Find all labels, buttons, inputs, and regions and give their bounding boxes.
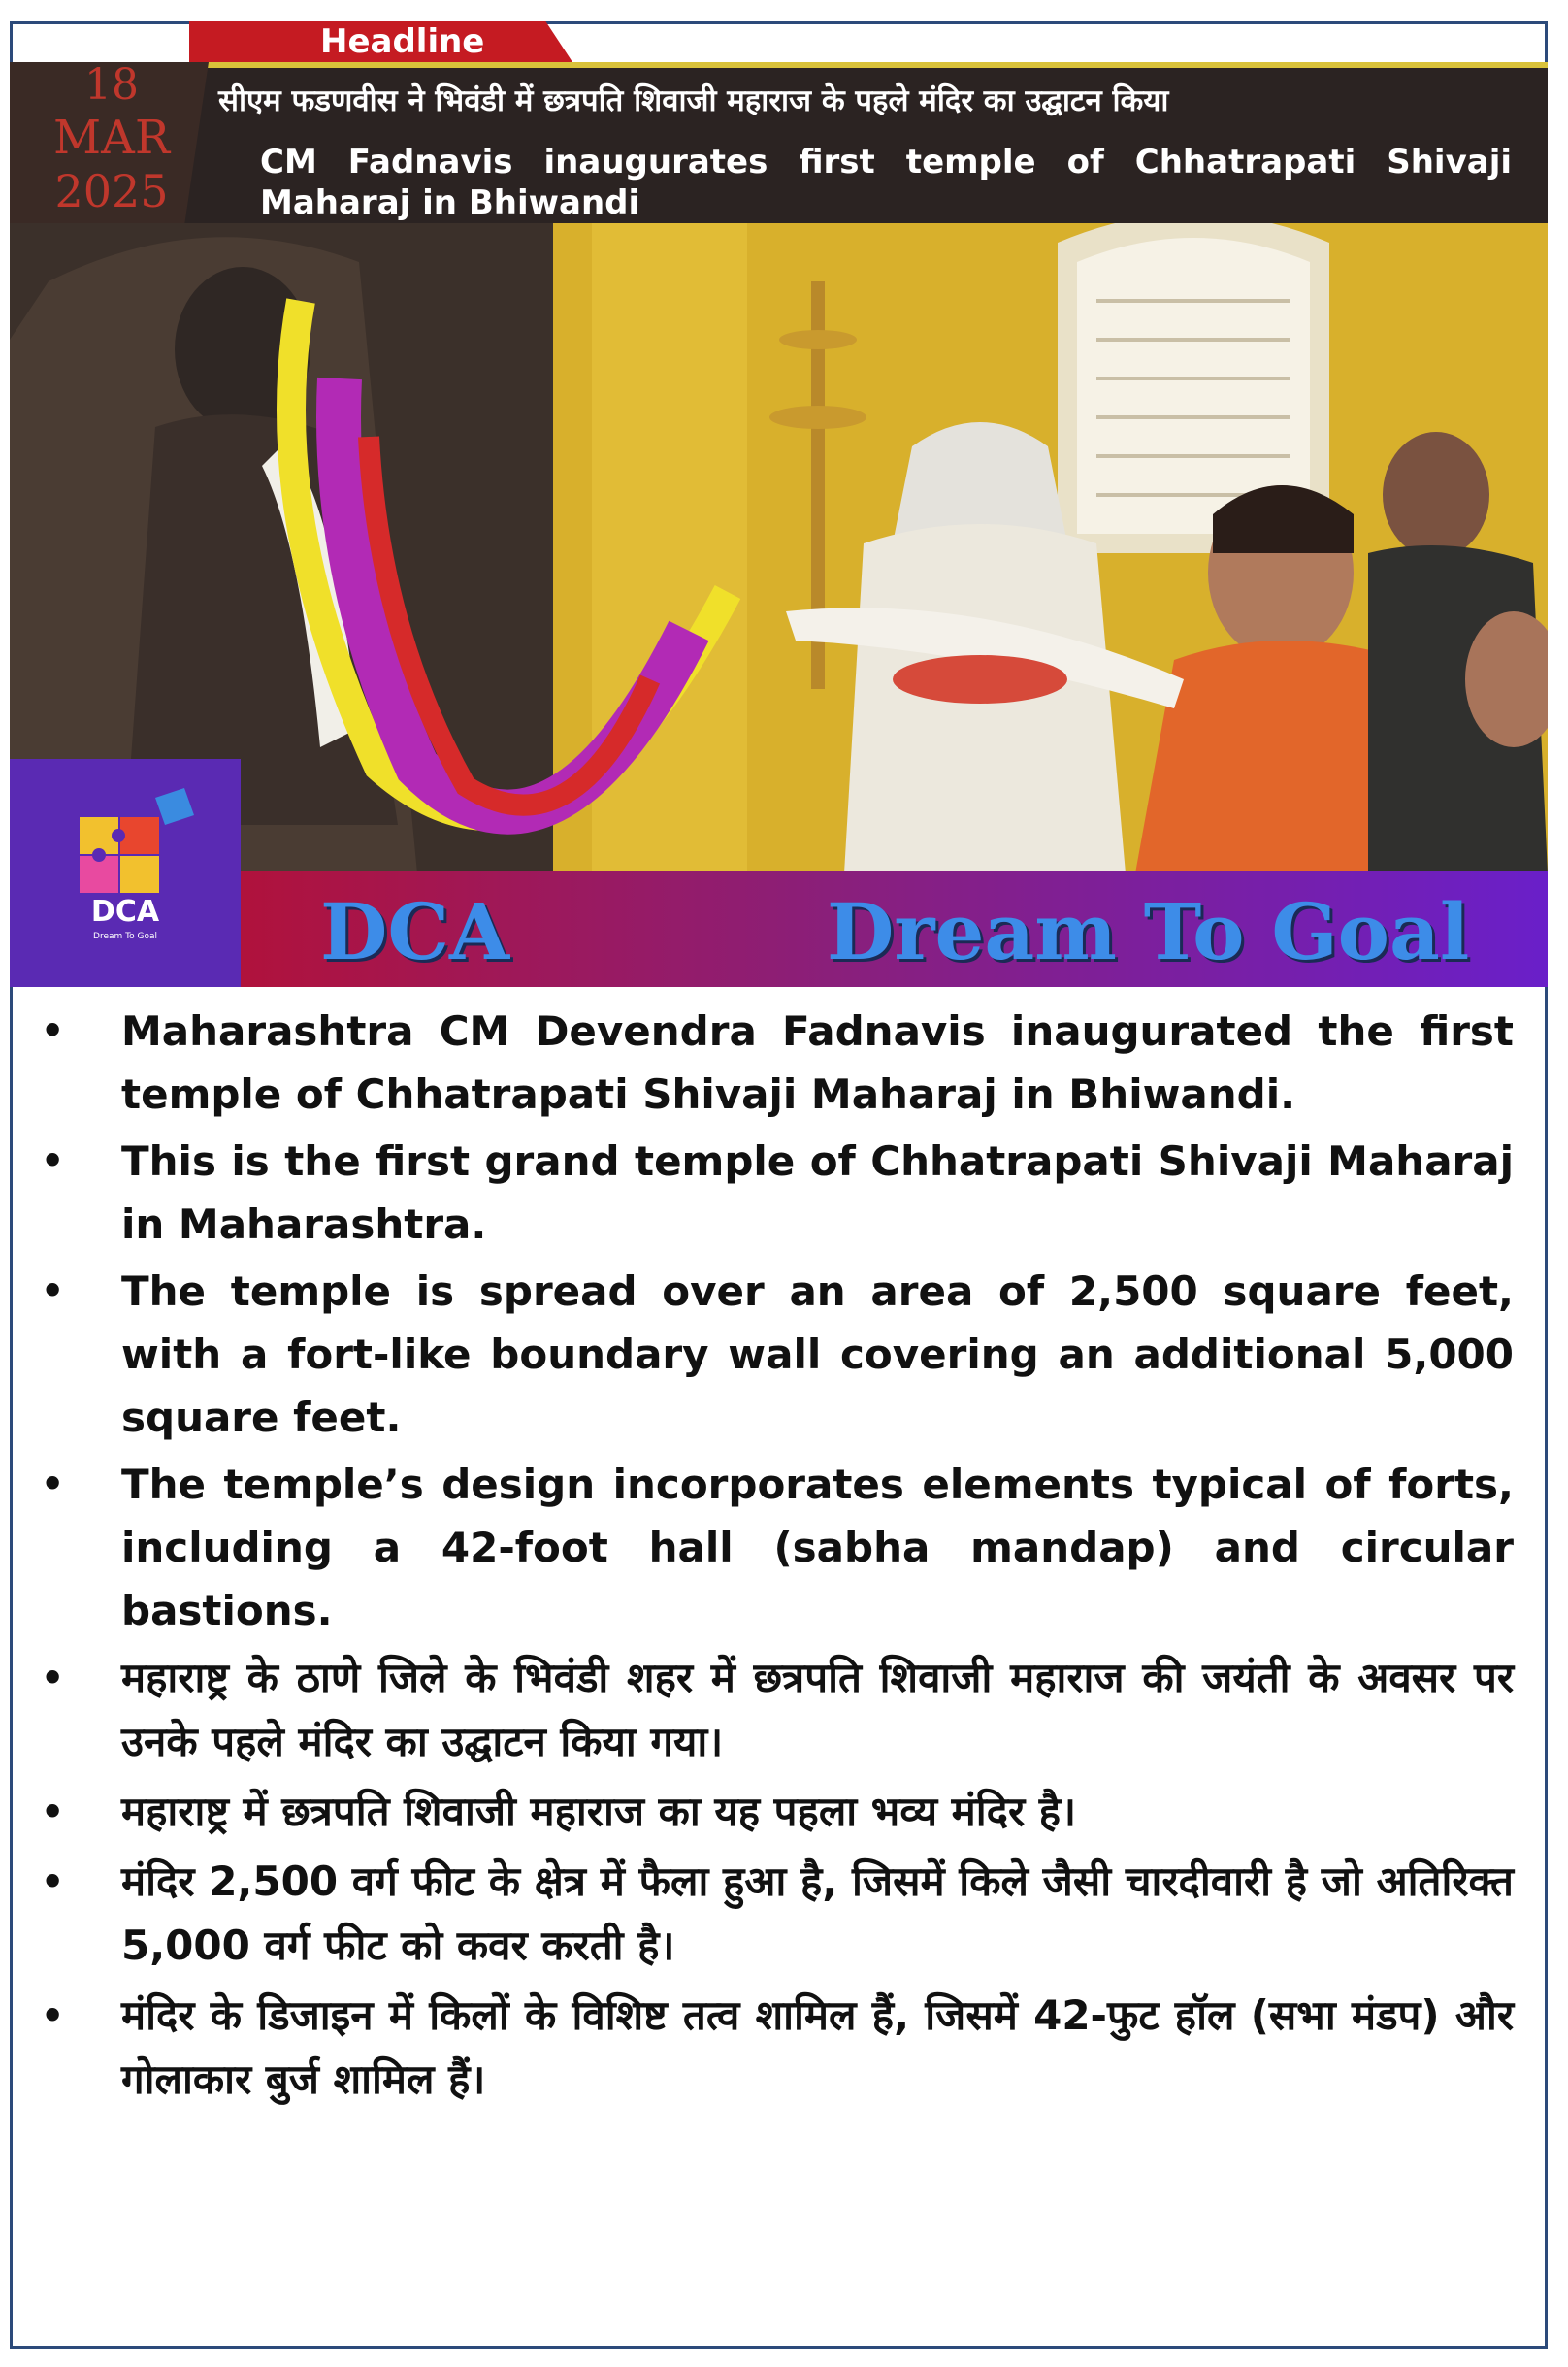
logo-tagline: Dream To Goal <box>93 932 157 941</box>
header-accent-line <box>10 62 1548 68</box>
dca-logo <box>10 759 241 987</box>
list-item: • महाराष्ट्र के ठाणे जिले के भिवंडी शहर में छत्रपति शिवाजी महाराज की जयंती के अवसर पर उनके पहले मंदिर का उद्घाटन किया गया। <box>29 1646 1514 1774</box>
bullet-list <box>29 1000 1514 2118</box>
headline-label: Headline <box>320 22 485 61</box>
headline-title-english: CM Fadnavis inaugurates first temple of Chhatrapati Shivaji Maharaj in Bhiwandi <box>260 143 1512 222</box>
date-month: MAR <box>53 111 170 165</box>
bullet-icon: • <box>41 1791 65 1833</box>
headline-title-hindi: सीएम फडणवीस ने भिवंडी में छत्रपति शिवाजी महाराज के पहले मंदिर का उद्घाटन किया <box>218 83 1169 118</box>
banner-tagline-text: Dream To Goal <box>827 886 1470 977</box>
bullet-icon: • <box>41 1657 65 1699</box>
list-item: • The temple is spread over an area of 2,500 square feet, with a fort-like boundary wall covering an additional 5,000 square feet. <box>29 1260 1514 1449</box>
date-day: 18 <box>84 60 139 110</box>
bullet-icon: • <box>41 1139 65 1182</box>
bullet-icon: • <box>41 1269 65 1312</box>
bullet-icon: • <box>41 1009 65 1052</box>
logo-text: DCA <box>90 895 160 929</box>
bullet-icon: • <box>41 1994 65 2037</box>
date-year: 2025 <box>54 165 169 217</box>
bullet-icon: • <box>41 1463 65 1505</box>
list-item: • The temple’s design incorporates elements typical of forts, including a 42-foot hall (sabha mandap) and circular bastions. <box>29 1453 1514 1642</box>
puzzle-icon <box>10 759 241 987</box>
list-item: • मंदिर के डिजाइन में किलों के विशिष्ट तत्व शामिल हैं, जिसमें 42-फुट हॉल (सभा मंडप) और गोलाकार बुर्ज शामिल हैं। <box>29 1984 1514 2112</box>
list-item: • This is the first grand temple of Chhatrapati Shivaji Maharaj in Maharashtra. <box>29 1130 1514 1256</box>
banner-dca-text: DCA <box>320 886 510 977</box>
list-item: • Maharashtra CM Devendra Fadnavis inaugurated the first temple of Chhatrapati Shivaji Maharaj in Bhiwandi. <box>29 1000 1514 1126</box>
list-item: • महाराष्ट्र में छत्रपति शिवाजी महाराज का यह पहला भव्य मंदिर है। <box>29 1780 1514 1844</box>
list-item: • मंदिर 2,500 वर्ग फीट के क्षेत्र में फैला हुआ है, जिसमें किले जैसी चारदीवारी है जो अतिरिक्त 5,000 वर्ग फीट को कवर करती है। <box>29 1850 1514 1978</box>
bullet-icon: • <box>41 1860 65 1903</box>
headline-title-english-container <box>260 142 1512 223</box>
